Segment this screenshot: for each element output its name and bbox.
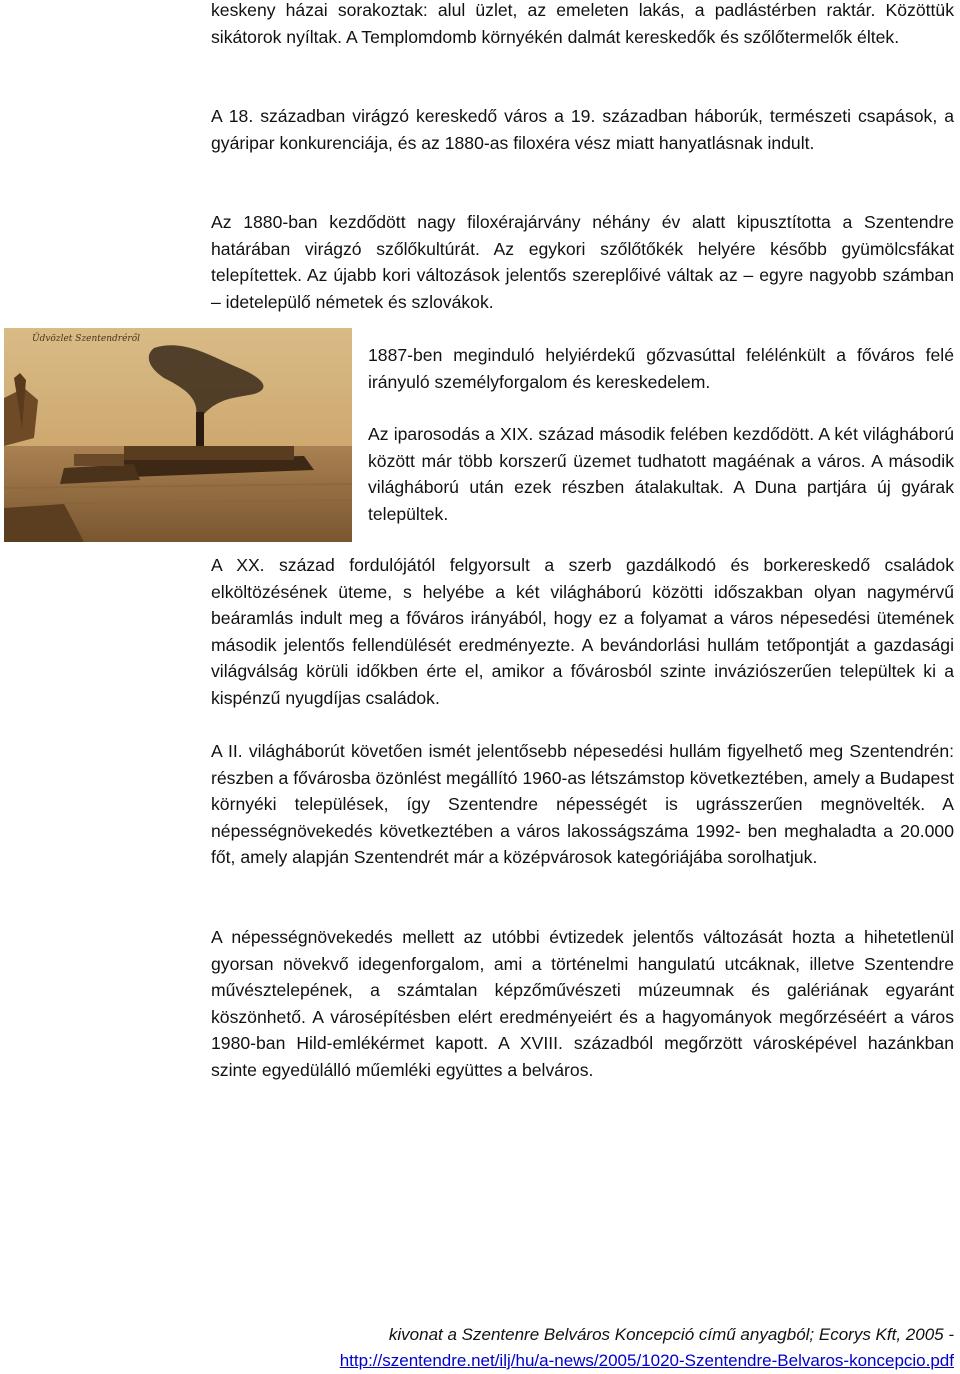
source-link[interactable]: http://szentendre.net/ilj/hu/a-news/2005/1020-Szentendre-Belvaros-koncepcio.pdf [339, 1351, 954, 1370]
paragraph-3: Az 1880-ban kezdődött nagy filoxérajárvány néhány év alatt kipusztította a Szentendre határában virágzó szőlőkultúrát. Az egykori szőlőtőkék helyére később gyümölcsfákat telepítettek. Az újabb kori változások jelentős szereplőivé váltak az – egyre nagyobb számban – idetelepülő németek és szlovákok. [211, 212, 954, 312]
paragraph-8: A népességnövekedés mellett az utóbbi évtizedek jelentős változását hozta a hihetetlenül gyorsan növekvő idegenforgalom, ami a történelmi hangulatú utcáknak, illetve Szentendre művésztelepének, a számtalan képzőművészeti múzeumnak és galériának egyaránt köszönhető. A városépítésben elért eredményeiért és a hagyományok megőrzéséért a város 1980-ban Hild-emlékérmet kapott. A XVIII. századból megőrzött városképével hazánkban szinte egyedülálló műemléki együttes a belváros. [211, 927, 954, 1080]
paragraph-6: A XX. század fordulójától felgyorsult a szerb gazdálkodó és borkereskedő családok elköltözésének üteme, s helyébe a két világháború közötti időszakban olyan nagymérvű beáramlás indult meg a főváros irányából, hogy ez a folyamat a város népesedési ütemének második jelentős fellendülését eredményezte. A bevándorlási hullám tetőpontját a gazdasági világválság körüli időkben érte el, amikor a fővárosból szinte inváziószerűen települtek ki a kispénzű nyugdíjas családok. [211, 555, 954, 708]
paragraph-5: Az iparosodás a XIX. század második felében kezdődött. A két világháború között már több korszerű üzemet tudhatott magáénak a város. A második világháború után ezek részben átalakultak. A Duna partjára új gyárak települtek. [368, 424, 954, 524]
photo-caption: Üdvözlet Szentendréről [32, 334, 141, 344]
paragraph-1: keskeny házai sorakoztak: alul üzlet, az emeleten lakás, a padlástérben raktár. Közöttük sikátorok nyíltak. A Templomdomb környékén dalmát kereskedők és szőlőtermelők éltek. [211, 0, 954, 47]
steamboat-photo [4, 328, 352, 542]
paragraph-4: 1887-ben meginduló helyiérdekű gőzvasúttal felélénkült a főváros felé irányuló személyforgalom és kereskedelem. [368, 345, 954, 392]
paragraph-7: A II. világháborút követően ismét jelentősebb népesedési hullám figyelhető meg Szentendrén: részben a fővárosba özönlést megállító 1960-as létszámstop következtében, amely a Budapest környéki települések, így Szentendre népességét is ugrásszerűen megnövelték. A népességnövekedés következtében a város lakosságszáma 1992- ben meghaladta a 20.000 főt, amely alapján Szentendrét már a középvárosok kategóriájába sorolhatjuk. [211, 741, 954, 868]
source-footer [340, 1322, 954, 1374]
source-citation: kivonat a Szentenre Belváros Koncepció című anyagból; Ecorys Kft, 2005 - [388, 1325, 954, 1344]
paragraph-2: A 18. században virágzó kereskedő város a 19. században háborúk, természeti csapások, a gyáripar konkurenciája, és az 1880-as filoxéra vész miatt hanyatlásnak indult. [211, 106, 954, 153]
